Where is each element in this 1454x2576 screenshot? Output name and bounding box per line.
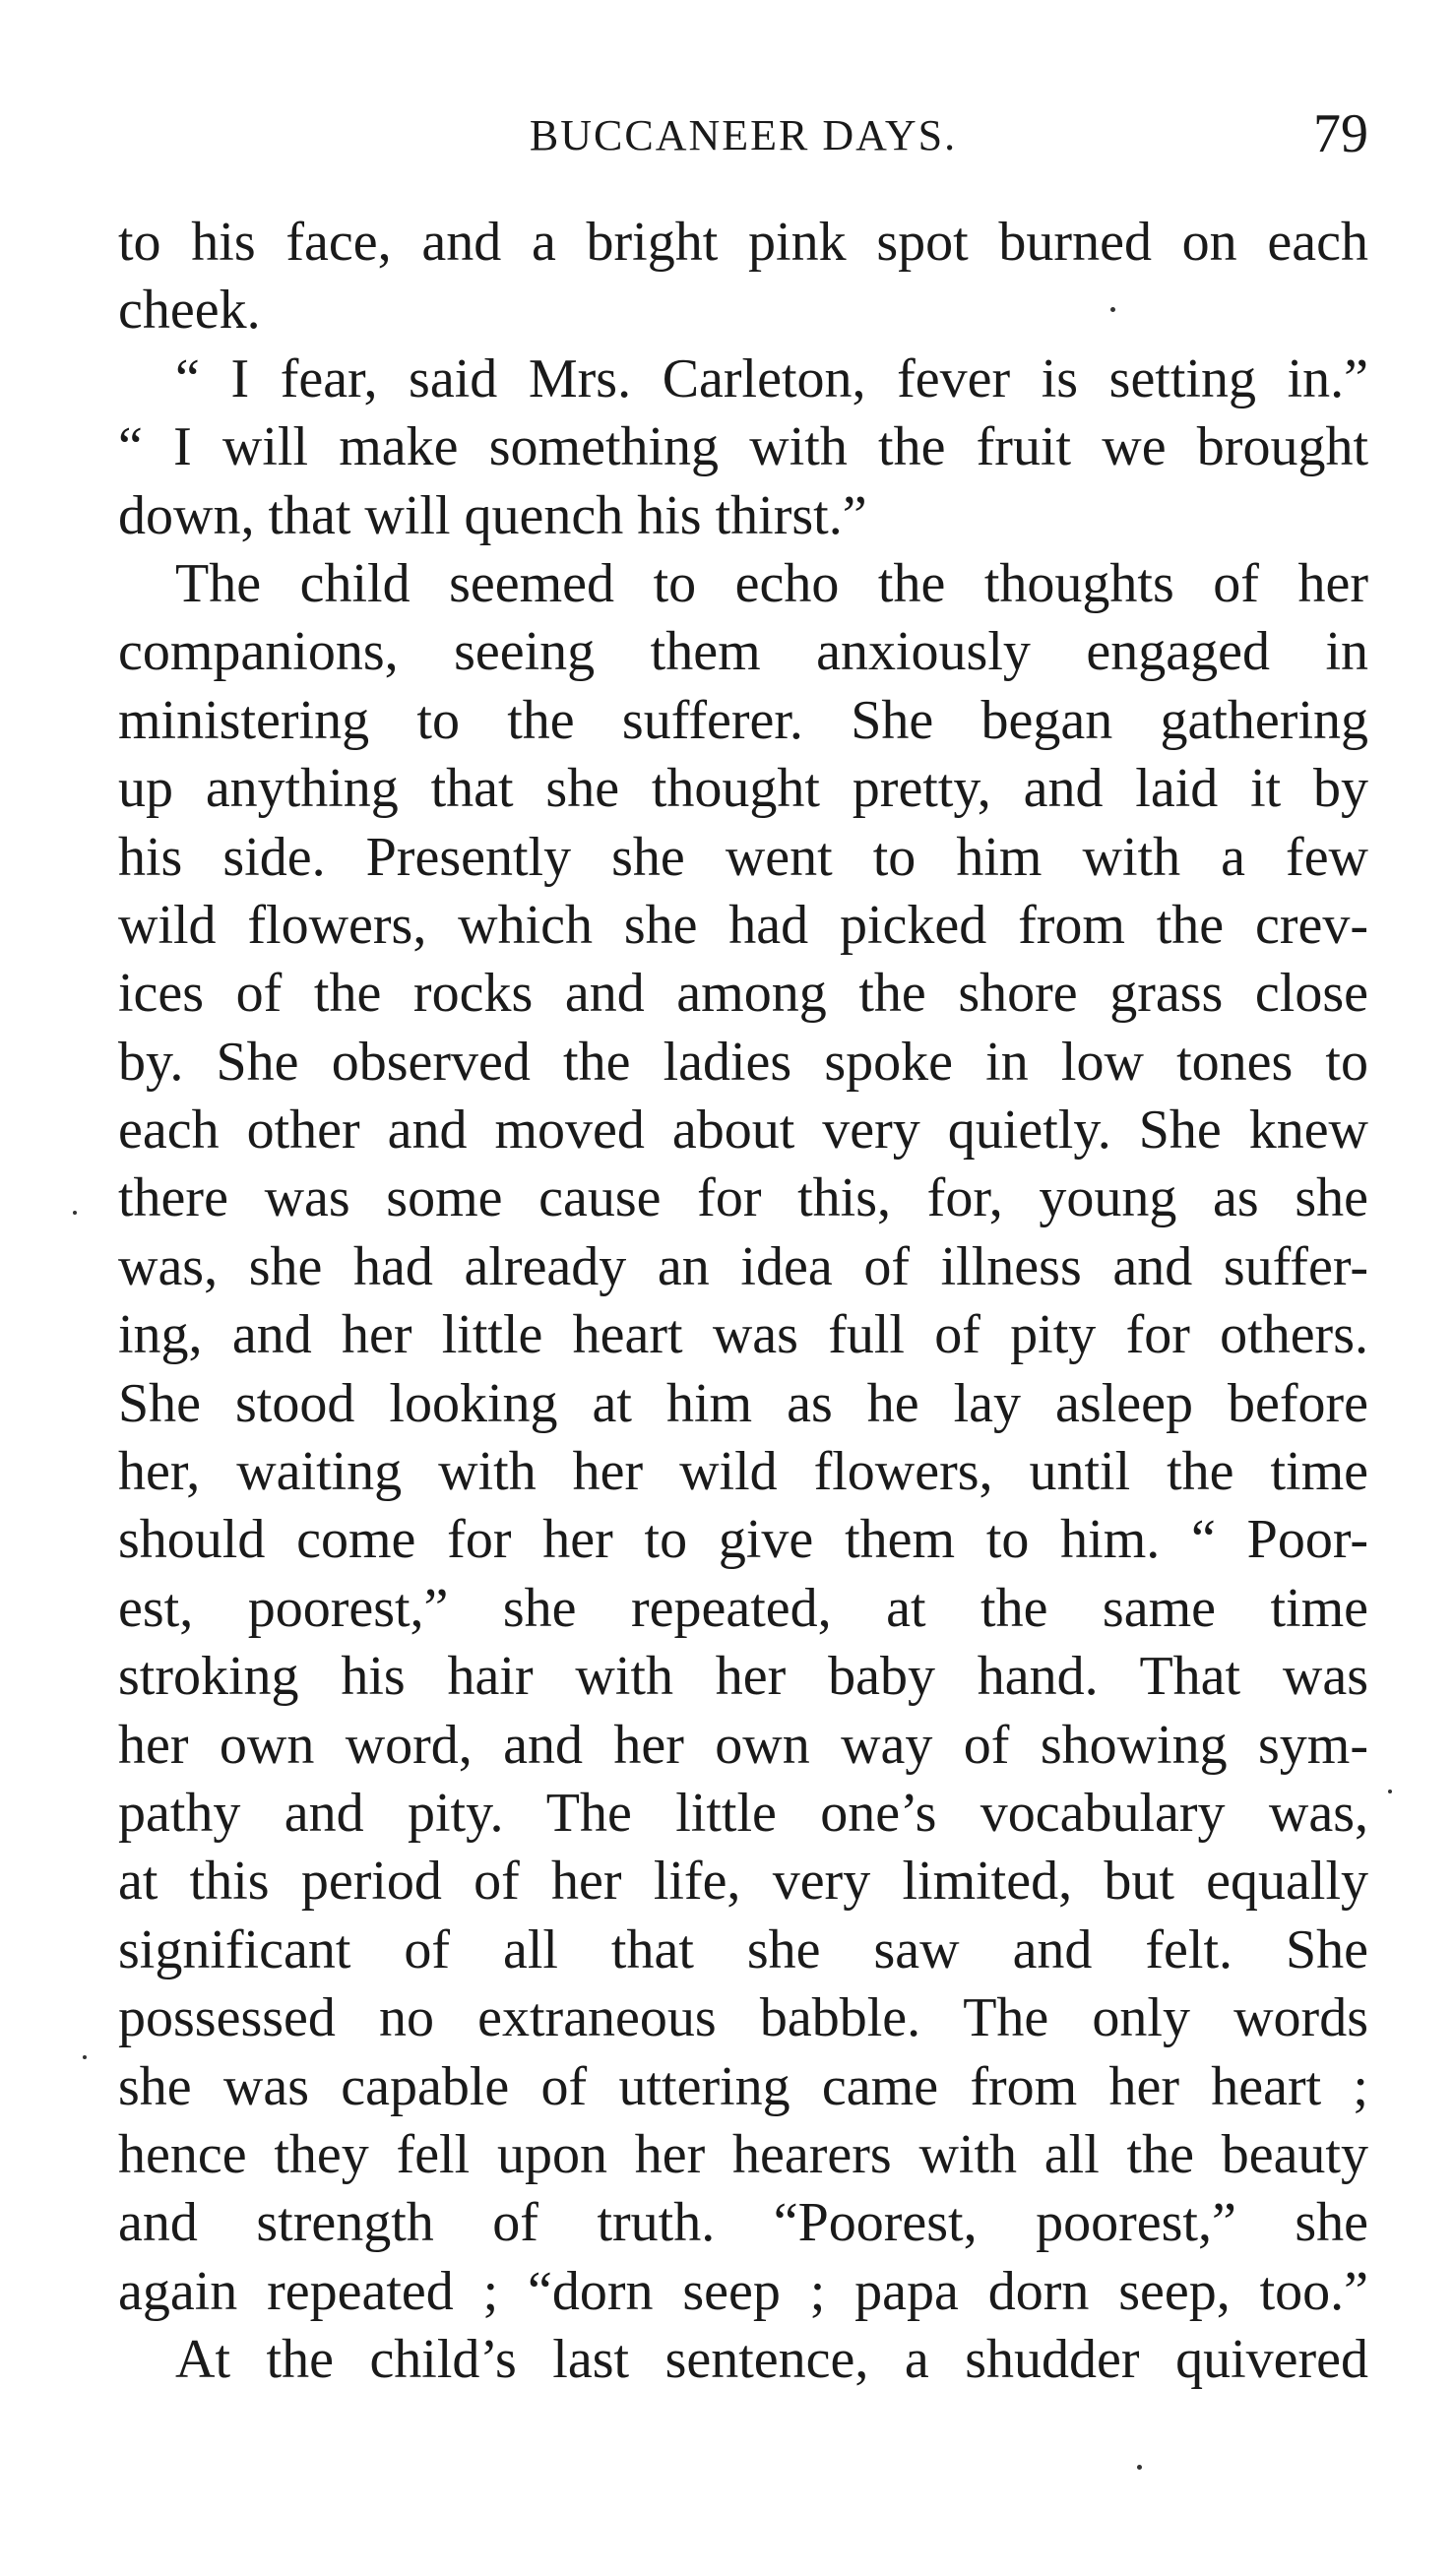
page-number: 79 [1313, 103, 1368, 164]
text-line: “ I will make something with the fruit we brought [118, 416, 1368, 478]
text-line: and strength of truth. “Poorest, poorest,” she [118, 2192, 1368, 2254]
text-line: his side. Presently she went to him with a few [118, 826, 1368, 888]
text-line: to his face, and a bright pink spot burned on each [118, 212, 1368, 273]
text-line: ministering to the sufferer. She began gathering [118, 689, 1368, 751]
text-line: stroking his hair with her baby hand. That was [118, 1646, 1368, 1708]
text-line: She stood looking at him as he lay asleep before [118, 1372, 1368, 1434]
text-line: down, that will quench his thirst.” [118, 484, 867, 546]
text-line: her, waiting with her wild flowers, until the time [118, 1441, 1368, 1503]
text-line: each other and moved about very quietly. She knew [118, 1100, 1368, 1162]
text-line: ing, and her little heart was full of pity for others. [118, 1304, 1368, 1366]
running-head [118, 102, 1368, 171]
body-text [118, 209, 1368, 2395]
text-line: by. She observed the ladies spoke in low tones to [118, 1031, 1368, 1093]
text-line: est, poorest,” she repeated, at the same time [118, 1577, 1368, 1639]
text-line: ices of the rocks and among the shore grass close [118, 963, 1368, 1025]
text-line: cheek. [118, 280, 261, 342]
text-line: pathy and pity. The little one’s vocabulary was, [118, 1782, 1368, 1844]
print-speck [1388, 1790, 1392, 1793]
text-line: up anything that she thought pretty, and laid it by [118, 758, 1368, 820]
text-line: The child seemed to echo the thoughts of her [175, 552, 1368, 614]
text-line: there was some cause for this, for, young as she [118, 1167, 1368, 1229]
text-line: was, she had already an idea of illness and suffer- [118, 1235, 1368, 1297]
text-line: hence they fell upon her hearers with all the beauty [118, 2123, 1368, 2185]
text-line: significant of all that she saw and felt. She [118, 1918, 1368, 1980]
print-speck [83, 2055, 87, 2059]
text-line: possessed no extraneous babble. The only words [118, 1987, 1368, 2049]
print-speck [73, 1211, 77, 1215]
print-speck [1110, 307, 1115, 312]
text-line: at this period of her life, very limited, but equally [118, 1851, 1368, 1913]
text-line: should come for her to give them to him. “ Poor- [118, 1509, 1368, 1571]
text-line: wild flowers, which she had picked from the crev- [118, 894, 1368, 956]
text-line: again repeated ; “dorn seep ; papa dorn seep, too.” [118, 2260, 1368, 2322]
text-line: At the child’s last sentence, a shudder quivered [175, 2329, 1368, 2391]
text-line: her own word, and her own way of showing sym- [118, 1714, 1368, 1776]
text-line: she was capable of uttering came from her heart ; [118, 2055, 1368, 2117]
text-line: “ I fear, said Mrs. Carleton, fever is setting in.” [175, 347, 1368, 409]
text-line: companions, seeing them anxiously engaged in [118, 621, 1368, 683]
running-title: BUCCANEER DAYS. [529, 111, 958, 159]
print-speck [1137, 2465, 1142, 2470]
